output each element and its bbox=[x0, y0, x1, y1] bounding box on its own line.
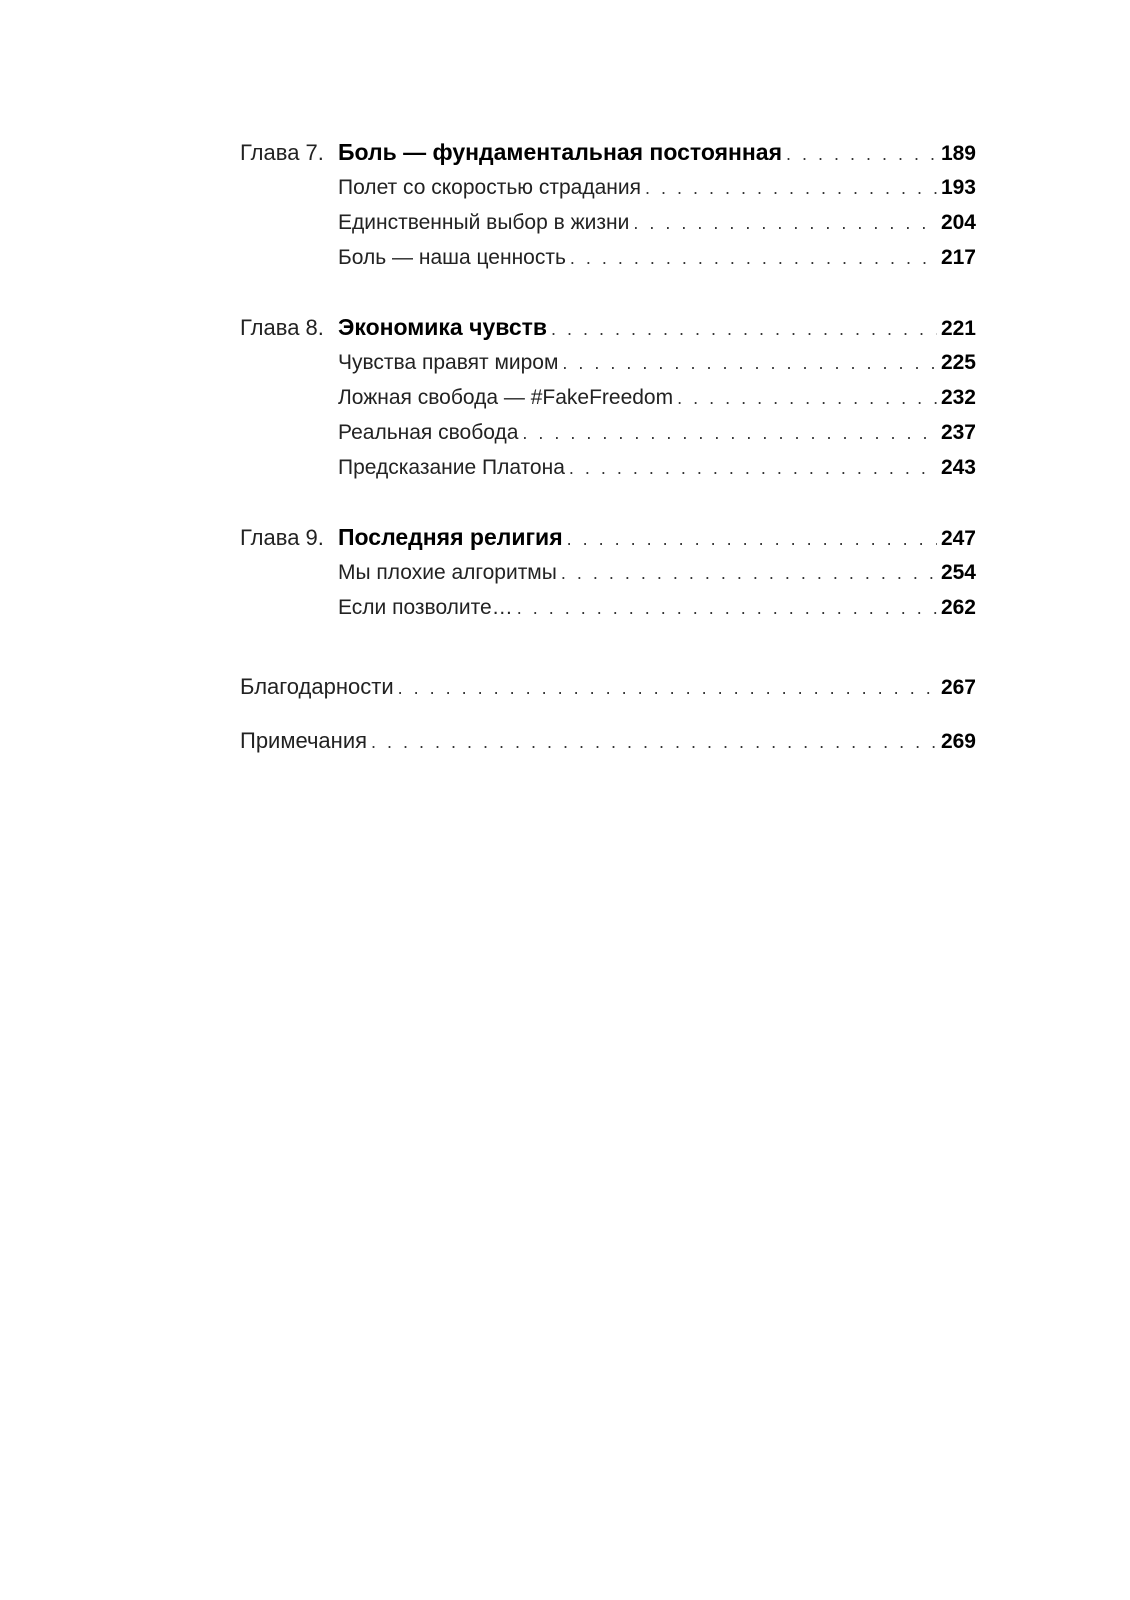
dot-leader bbox=[570, 241, 937, 276]
dot-leader bbox=[517, 591, 937, 626]
page-number: 243 bbox=[940, 456, 976, 479]
chapter-label: Глава 7. bbox=[240, 140, 324, 165]
page-number: 204 bbox=[940, 211, 976, 234]
section-entry[interactable] bbox=[240, 590, 976, 625]
page-number: 189 bbox=[940, 142, 976, 165]
page-number: 262 bbox=[940, 596, 976, 619]
page-number: 217 bbox=[940, 246, 976, 269]
page-number: 267 bbox=[940, 676, 976, 699]
chapter-9 bbox=[240, 520, 976, 625]
dot-leader bbox=[645, 171, 937, 206]
section-entry[interactable] bbox=[240, 555, 976, 590]
dot-leader bbox=[567, 522, 937, 557]
dot-leader bbox=[522, 416, 937, 451]
section-entry[interactable] bbox=[240, 240, 976, 275]
dot-leader bbox=[551, 312, 937, 347]
dot-leader bbox=[677, 381, 937, 416]
dot-leader bbox=[786, 137, 937, 172]
page-number: 225 bbox=[940, 351, 976, 374]
dot-leader bbox=[398, 661, 937, 715]
section-title: Единственный выбор в жизни bbox=[338, 211, 630, 234]
chapter-8 bbox=[240, 310, 976, 485]
section-title: Мы плохие алгоритмы bbox=[338, 561, 557, 584]
page-number: 254 bbox=[940, 561, 976, 584]
section-title: Чувства правят миром bbox=[338, 351, 559, 374]
chapter-heading[interactable] bbox=[240, 310, 976, 345]
section-title: Ложная свобода — #FakeFreedom bbox=[338, 386, 674, 409]
dot-leader bbox=[633, 206, 937, 241]
dot-leader bbox=[562, 346, 937, 381]
dot-leader bbox=[371, 715, 937, 769]
section-title: Если позволите… bbox=[338, 596, 513, 619]
section-entry[interactable] bbox=[240, 415, 976, 450]
page-number: 237 bbox=[940, 421, 976, 444]
dot-leader bbox=[561, 556, 937, 591]
chapter-title: Последняя религия bbox=[338, 524, 563, 550]
chapter-title: Экономика чувств bbox=[338, 314, 548, 340]
page-number: 269 bbox=[940, 730, 976, 753]
back-matter-entry[interactable] bbox=[240, 660, 976, 714]
chapter-label: Глава 8. bbox=[240, 315, 324, 340]
section-entry[interactable] bbox=[240, 205, 976, 240]
page-number: 232 bbox=[940, 386, 976, 409]
section-entry[interactable] bbox=[240, 170, 976, 205]
page-number: 193 bbox=[940, 176, 976, 199]
section-entry[interactable] bbox=[240, 380, 976, 415]
back-matter-title: Благодарности bbox=[240, 674, 394, 699]
page-number: 247 bbox=[940, 527, 976, 550]
section-entry[interactable] bbox=[240, 450, 976, 485]
section-title: Предсказание Платона bbox=[338, 456, 565, 479]
section-title: Полет со скоростью страдания bbox=[338, 176, 641, 199]
page-number: 221 bbox=[940, 317, 976, 340]
table-of-contents bbox=[240, 135, 976, 768]
chapter-heading[interactable] bbox=[240, 520, 976, 555]
section-title: Реальная свобода bbox=[338, 421, 519, 444]
chapter-label: Глава 9. bbox=[240, 525, 324, 550]
back-matter-entry[interactable] bbox=[240, 714, 976, 768]
chapter-7 bbox=[240, 135, 976, 275]
back-matter bbox=[240, 660, 976, 768]
dot-leader bbox=[569, 451, 937, 486]
section-entry[interactable] bbox=[240, 345, 976, 380]
chapter-title: Боль — фундаментальная постоянная bbox=[338, 139, 782, 165]
section-title: Боль — наша ценность bbox=[338, 246, 566, 269]
back-matter-title: Примечания bbox=[240, 728, 368, 753]
chapter-heading[interactable] bbox=[240, 135, 976, 170]
